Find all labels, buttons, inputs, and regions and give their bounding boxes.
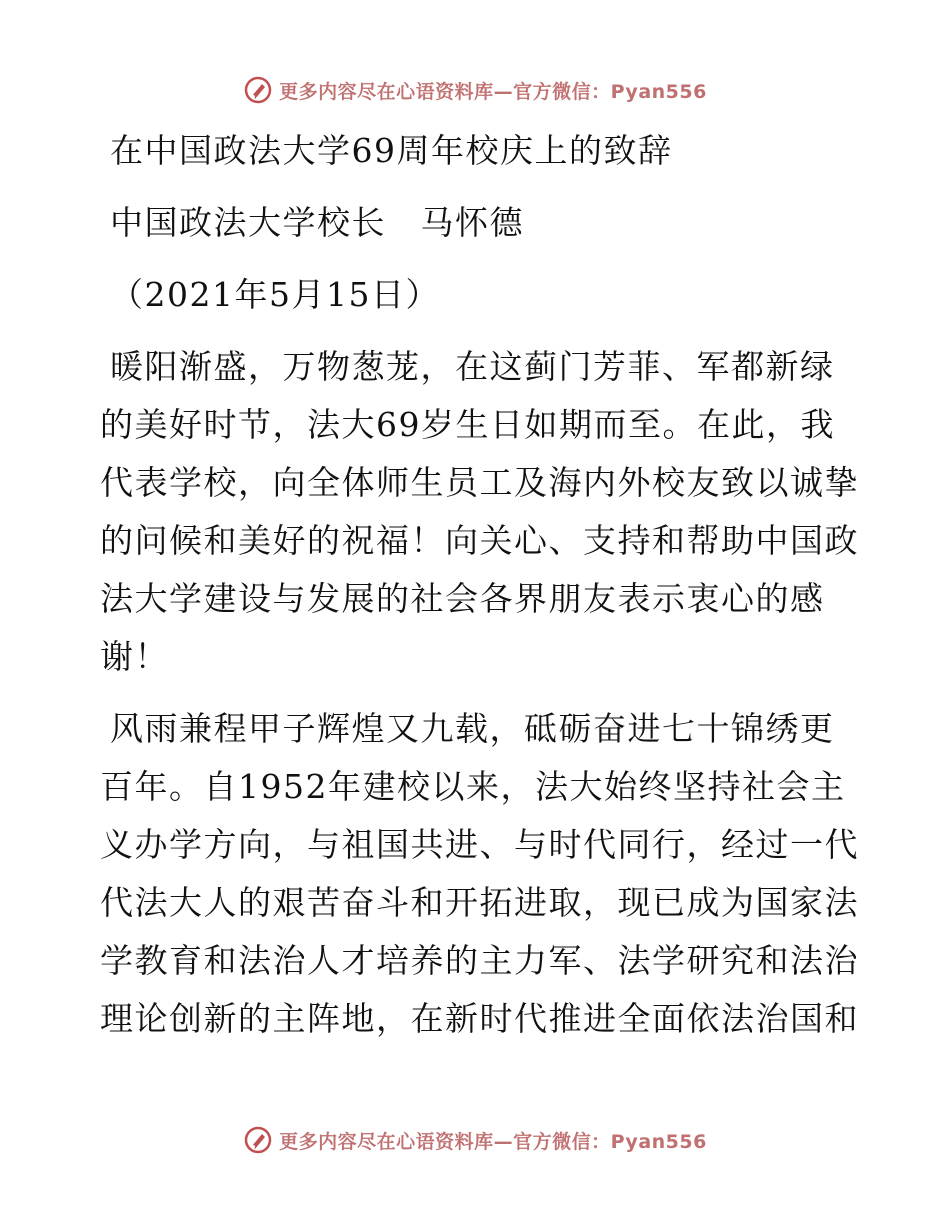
paragraph-line: 理论创新的主阵地，在新时代推进全面依法治国和 <box>100 999 859 1038</box>
document-author: 中国政法大学校长 马怀德 <box>110 203 524 242</box>
paragraph-line: 义办学方向，与祖国共进、与时代同行，经过一代 <box>100 825 859 864</box>
document-body <box>100 122 859 1048</box>
watermark-banner-top <box>0 70 950 110</box>
paragraph-1 <box>100 338 859 686</box>
paragraph-line: 谢！ <box>100 637 169 676</box>
paragraph-line: 风雨兼程甲子辉煌又九载，砥砺奋进七十锦绣更 <box>110 709 835 748</box>
paragraph-line: 的美好时节，法大69岁生日如期而至。在此，我 <box>100 405 835 444</box>
paragraph-line: 法大学建设与发展的社会各界朋友表示衷心的感 <box>100 579 825 618</box>
paragraph-line: 代表学校，向全体师生员工及海内外校友致以诚挚 <box>100 463 859 502</box>
watermark-banner-bottom <box>0 1120 950 1160</box>
paragraph-line: 代法大人的艰苦奋斗和开拓进取，现已成为国家法 <box>100 883 859 922</box>
document-title: 在中国政法大学69周年校庆上的致辞 <box>110 131 673 170</box>
paragraph-2 <box>100 700 859 1048</box>
paragraph-line: 百年。自1952年建校以来，法大始终坚持社会主 <box>100 767 846 806</box>
document-date: （2021年5月15日） <box>110 275 440 314</box>
paragraph-line: 暖阳渐盛，万物葱茏，在这蓟门芳菲、军都新绿 <box>110 347 835 386</box>
pen-seal-icon <box>243 75 273 105</box>
pen-seal-icon <box>243 1125 273 1155</box>
paragraph-line: 学教育和法治人才培养的主力军、法学研究和法治 <box>100 941 859 980</box>
watermark-text: 更多内容尽在心语资料库—官方微信：Pyan556 <box>279 1130 707 1153</box>
paragraph-line: 的问候和美好的祝福！向关心、支持和帮助中国政 <box>100 521 859 560</box>
watermark-text: 更多内容尽在心语资料库—官方微信：Pyan556 <box>279 80 707 103</box>
